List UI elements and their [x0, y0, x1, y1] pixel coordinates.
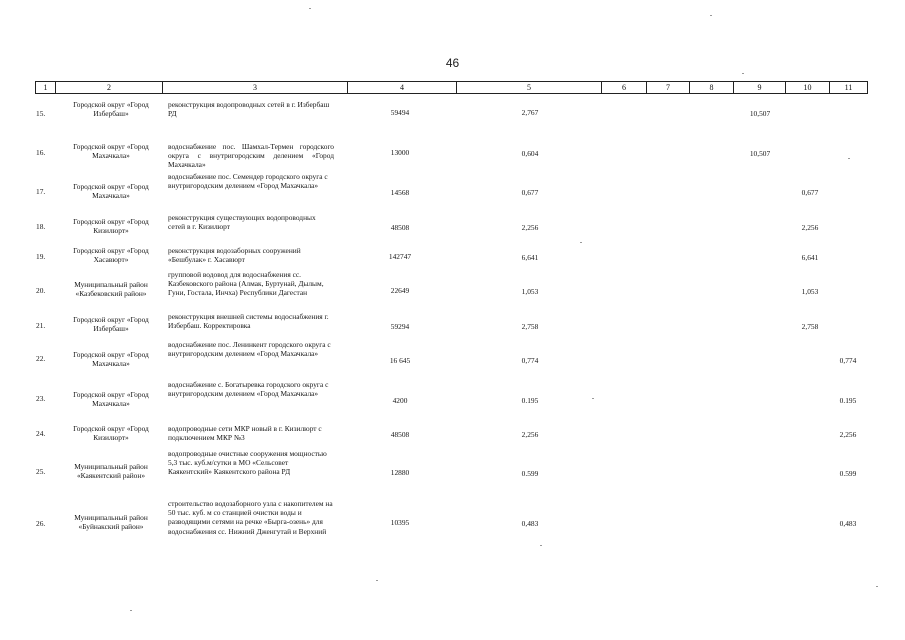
header-col-8: 8: [690, 82, 734, 93]
value-col-11: 0,483: [839, 519, 857, 528]
row-number: 20.: [36, 286, 46, 295]
scan-speck: [376, 580, 378, 581]
row-number: 26.: [36, 519, 46, 528]
value-col-4: 12880: [390, 468, 410, 477]
value-col-11: 0.195: [839, 396, 857, 405]
value-col-10: 1,053: [801, 287, 819, 296]
row-number: 17.: [36, 187, 46, 196]
value-col-10: 2,256: [801, 223, 819, 232]
value-col-10: 6,641: [801, 253, 819, 262]
row-number: 19.: [36, 252, 46, 261]
value-col-4: 59294: [390, 322, 410, 331]
municipality-cell: Городской округ «Город Махачкала»: [73, 390, 149, 409]
description-cell: реконструкция водопроводных сетей в г. Избербаш РД: [168, 100, 330, 119]
value-col-9: 10,507: [749, 109, 771, 118]
value-col-4: 10395: [390, 518, 410, 527]
value-col-4: 48508: [390, 223, 410, 232]
scan-speck: [710, 15, 712, 16]
value-col-5: 1,053: [521, 287, 539, 296]
scan-speck: [876, 586, 878, 587]
description-cell: водопроводные сети МКР новый в г. Кизилюрт с подключением МКР №3: [168, 424, 322, 443]
value-col-4: 4200: [392, 396, 408, 405]
header-col-3: 3: [163, 82, 348, 93]
header-col-5: 5: [457, 82, 602, 93]
header-col-7: 7: [647, 82, 690, 93]
header-col-2: 2: [56, 82, 163, 93]
value-col-4: 14568: [390, 188, 410, 197]
scan-speck: [580, 242, 582, 243]
row-number: 16.: [36, 148, 46, 157]
page-number: 46: [445, 56, 460, 70]
description-cell: реконструкция внешней системы водоснабжения г. Избербаш. Корректировка: [168, 312, 329, 331]
value-col-4: 48508: [390, 430, 410, 439]
value-col-5: 0,677: [521, 188, 539, 197]
municipality-cell: Городской округ «Город Избербаш»: [73, 315, 149, 334]
scan-speck: [309, 8, 311, 9]
municipality-cell: Городской округ «Город Махачкала»: [73, 350, 149, 369]
value-col-4: 13000: [390, 148, 410, 157]
value-col-4: 22649: [390, 286, 410, 295]
value-col-4: 59494: [390, 108, 410, 117]
value-col-5: 2,256: [521, 223, 539, 232]
table-header: [35, 81, 868, 94]
description-cell: водоснабжение пос. Ленинкент городского округа с внутригородским делением «Город Махачкала»: [168, 340, 331, 359]
municipality-cell: Муниципальный район «Казбековский район»: [74, 280, 148, 299]
row-number: 15.: [36, 109, 46, 118]
description-cell: водоснабжение с. Богатыревка городского округа с внутригородским делением «Город Махачкала»: [168, 380, 329, 399]
value-col-5: 0.599: [521, 469, 539, 478]
header-col-1: 1: [36, 82, 56, 93]
description-cell: реконструкция существующих водопроводных сетей в г. Кизилюрт: [168, 213, 316, 232]
scan-speck: [540, 545, 542, 546]
municipality-cell: Муниципальный район «Буйнакский район»: [74, 513, 148, 532]
municipality-cell: Городской округ «Город Махачкала»: [73, 142, 149, 161]
municipality-cell: Городской округ «Город Кизилюрт»: [73, 424, 149, 443]
row-number: 18.: [36, 222, 46, 231]
header-col-6: 6: [602, 82, 647, 93]
value-col-5: 0,483: [521, 519, 539, 528]
value-col-5: 2,767: [521, 108, 539, 117]
header-col-10: 10: [786, 82, 830, 93]
value-col-11: 0,774: [839, 356, 857, 365]
value-col-5: 2,256: [521, 430, 539, 439]
value-col-5: 6,641: [521, 253, 539, 262]
description-cell: строительство водозаборного узла с накопителем на 50 тыс. куб. м со станцией очистки воды и разводящими сетями на речке «Бырга-озень» для водоснабжения сс. Нижний Дженгутай и Верхний: [168, 499, 333, 536]
description-cell: водоснабжение пос. Семендер городского округа с внутригородским делением «Город Махачкала»: [168, 172, 328, 191]
municipality-cell: Городской округ «Город Избербаш»: [73, 100, 149, 119]
description-cell: реконструкция водозаборных сооружений «Бешбулак» г. Хасавюрт: [168, 246, 301, 265]
header-col-4: 4: [348, 82, 457, 93]
value-col-11: 2,256: [839, 430, 857, 439]
header-col-9: 9: [734, 82, 786, 93]
scan-speck: [742, 73, 744, 74]
description-cell: водоснабжение пос. Шамхал-Термен городского округа с внутригородским делением «Город Махачкала»: [168, 142, 334, 170]
header-col-11: 11: [830, 82, 868, 93]
value-col-5: 0,774: [521, 356, 539, 365]
row-number: 25.: [36, 467, 46, 476]
value-col-10: 2,758: [801, 322, 819, 331]
value-col-11: 0.599: [839, 469, 857, 478]
municipality-cell: Городской округ «Город Хасавюрт»: [73, 246, 149, 265]
row-number: 21.: [36, 321, 46, 330]
municipality-cell: Муниципальный район «Каякентский район»: [74, 462, 148, 481]
value-col-9: 10,507: [749, 149, 771, 158]
value-col-5: 2,758: [521, 322, 539, 331]
value-col-4: 142747: [388, 252, 412, 261]
scan-speck: [848, 158, 850, 159]
value-col-10: 0,677: [801, 188, 819, 197]
municipality-cell: Городской округ «Город Кизилюрт»: [73, 217, 149, 236]
row-number: 22.: [36, 354, 46, 363]
municipality-cell: Городской округ «Город Махачкала»: [73, 182, 149, 201]
description-cell: водопроводные очистные сооружения мощностью 5,3 тыс. куб.м/сутки в МО «Сельсовет Каякентский» Каякентского района РД: [168, 449, 327, 477]
row-number: 23.: [36, 394, 46, 403]
scan-speck: [130, 610, 132, 611]
value-col-4: 16 645: [389, 356, 411, 365]
description-cell: групповой водовод для водоснабжения сс. Казбековского района (Алмак, Буртунай, Дылым, Гуни, Гостала, Инчха) Республики Дагестан: [168, 270, 324, 298]
value-col-5: 0,604: [521, 149, 539, 158]
row-number: 24.: [36, 429, 46, 438]
value-col-5: 0.195: [521, 396, 539, 405]
scan-speck: [592, 398, 594, 399]
